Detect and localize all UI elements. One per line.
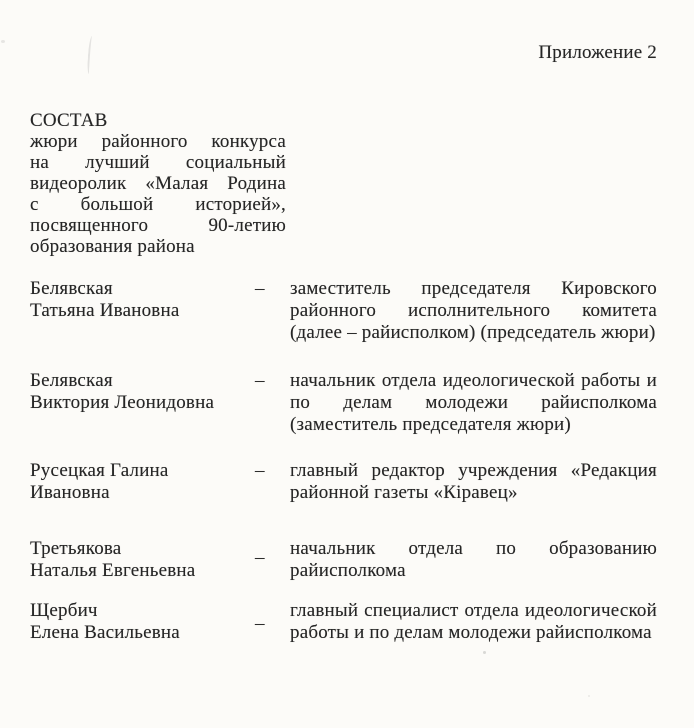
jury-entry xyxy=(30,600,657,644)
jury-member-role xyxy=(290,460,657,504)
role-line: заместитель председателя Кировского xyxy=(290,278,657,299)
jury-entry xyxy=(30,538,657,582)
scan-speckle xyxy=(1,40,5,43)
role-line: (далее – райисполком) (председатель жюри) xyxy=(290,322,656,343)
dash-glyph: – xyxy=(255,460,265,481)
role-line: райисполкома xyxy=(290,560,406,581)
title-line: жюри районного конкурса xyxy=(30,131,286,152)
name-line: Белявская xyxy=(30,278,113,299)
dash-separator xyxy=(255,460,290,504)
role-line: начальник отдела идеологической работы и xyxy=(290,370,657,391)
name-line: Белявская xyxy=(30,370,113,391)
name-line: Елена Васильевна xyxy=(30,622,180,643)
role-line: главный редактор учреждения «Редакция xyxy=(290,460,657,481)
title-line: на лучший социальный xyxy=(30,152,286,173)
role-line: районного исполнительного комитета xyxy=(290,300,657,321)
jury-member-name xyxy=(30,600,255,644)
jury-member-name xyxy=(30,460,255,504)
name-line: Виктория Леонидовна xyxy=(30,392,215,413)
jury-member-name xyxy=(30,278,255,344)
scan-speckle xyxy=(483,651,486,654)
name-line: Русецкая Галина xyxy=(30,460,169,481)
role-line: начальник отдела по образованию xyxy=(290,538,657,559)
name-line: Щербич xyxy=(30,600,98,621)
name-line: Наталья Евгеньевна xyxy=(30,560,196,581)
jury-entry xyxy=(30,278,657,344)
title-line: с большой историей», xyxy=(30,194,286,215)
name-line: Татьяна Ивановна xyxy=(30,300,180,321)
jury-member-role xyxy=(290,278,657,344)
title-line: СОСТАВ xyxy=(30,110,108,131)
scan-speckle xyxy=(588,695,590,697)
role-line: работы и по делам молодежи райисполкома xyxy=(290,622,652,643)
jury-entry xyxy=(30,370,657,436)
title-block xyxy=(30,110,286,257)
jury-member-role xyxy=(290,538,657,582)
dash-separator xyxy=(255,538,290,582)
title-line: посвященного 90-летию xyxy=(30,215,286,236)
dash-glyph: – xyxy=(255,613,265,634)
scan-speckle xyxy=(340,607,342,609)
jury-member-role xyxy=(290,600,657,644)
title-line: образования района xyxy=(30,236,195,257)
dash-separator xyxy=(255,370,290,436)
title-line: видеоролик «Малая Родина xyxy=(30,173,286,194)
appendix-label: Приложение 2 xyxy=(538,42,657,63)
jury-member-role xyxy=(290,370,657,436)
jury-member-name xyxy=(30,538,255,582)
dash-separator xyxy=(255,278,290,344)
jury-list xyxy=(30,278,657,644)
role-line: (заместитель председателя жюри) xyxy=(290,414,571,435)
name-line: Третьякова xyxy=(30,538,122,559)
role-line: главный специалист отдела идеологической xyxy=(290,600,657,621)
jury-entry xyxy=(30,460,657,504)
role-line: по делам молодежи райисполкома xyxy=(290,392,657,413)
role-line: районной газеты «Кіравец» xyxy=(290,482,518,503)
dash-glyph: – xyxy=(255,547,265,568)
dash-separator xyxy=(255,600,290,644)
dash-glyph: – xyxy=(255,278,265,299)
name-line: Ивановна xyxy=(30,482,110,503)
jury-member-name xyxy=(30,370,255,436)
dash-glyph: – xyxy=(255,370,265,391)
